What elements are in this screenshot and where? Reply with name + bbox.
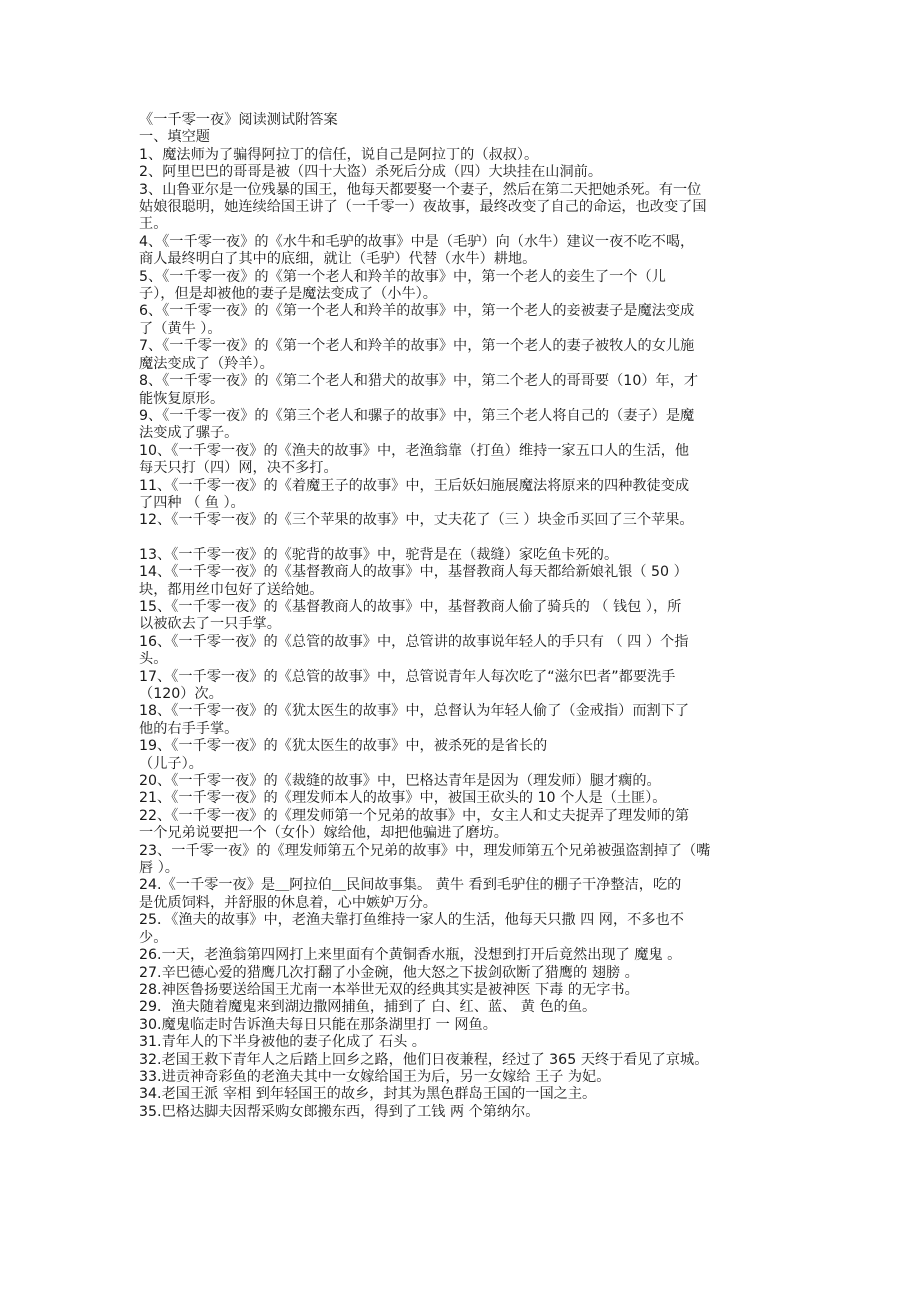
section-heading: 一、填空题 — [139, 129, 210, 146]
text-line: 33.进贡神奇彩鱼的老渔夫其中一女嫁给国王为后，另一女嫁给 王子 为妃。 — [139, 1068, 611, 1085]
text-line: （120）次。 — [139, 686, 223, 702]
text-line: 了四种 （ 鱼 ）。 — [139, 494, 245, 511]
blank-line — [139, 530, 784, 547]
text-line: （儿子）。 — [139, 755, 203, 772]
text-line: 26.一天，老渔翁第四网打上来里面有个黄铜香水瓶，没想到打开后竟然出现了 魔鬼 。 — [139, 947, 682, 964]
text-line: 头。 — [139, 651, 168, 668]
text-line: 3、山鲁亚尔是一位残暴的国王，他每天都要娶一个妻子，然后在第二天把她杀死。有一位 — [139, 181, 702, 198]
text-line: 22、《一千零一夜》的《理发师第一个兄弟的故事》中，女主人和丈夫捉弄了理发师的第 — [139, 807, 690, 824]
text-line: 25．《渔夫的故事》中，老渔夫靠打鱼维持一家人的生活，他每天只撒 四 网，不多也不 — [139, 912, 684, 929]
text-line: 一个兄弟说要把一个（女仆）嫁给他，却把他骗进了磨坊。 — [139, 825, 508, 842]
text-line: 10、《一千零一夜》的《渔夫的故事》中，老渔翁靠（打鱼）维持一家五口人的生活，他 — [139, 442, 690, 459]
document-title: 《一千零一夜》阅读测试附答案 — [139, 112, 338, 128]
text-line: 以被砍去了一只手掌。 — [139, 616, 281, 633]
text-line: 15、《一千零一夜》的《基督教商人的故事》中，基督教商人偷了骑兵的 （ 钱包 ），所 — [139, 598, 682, 615]
text-line: 24.《一千零一夜》是＿阿拉伯＿民间故事集。 黄牛 看到毛驴住的棚子干净整洁，吃的 — [139, 877, 682, 894]
text-line: 29．渔夫随着魔鬼来到湖边撒网捕鱼，捕到了 白、红、蓝、 黄 色的鱼。 — [139, 999, 597, 1016]
text-line: 8、《一千零一夜》的《第二个老人和猎犬的故事》中，第二个老人的哥哥要（10）年，才 — [139, 373, 699, 390]
text-line: 30.魔鬼临走时告诉渔夫每日只能在那条湖里打 一 网鱼。 — [139, 1016, 497, 1033]
text-line: 法变成了骡子。 — [139, 425, 239, 442]
text-line: 唇 ）。 — [139, 860, 179, 877]
text-line: 16、《一千零一夜》的《总管的故事》中，总管讲的故事说年轻人的手只有 （ 四 ）个指 — [139, 633, 689, 650]
text-line: 35.巴格达脚夫因帮采购女郎搬东西，得到了工钱 两 个第纳尔。 — [139, 1103, 540, 1120]
text-line: 23、一千零一夜》的《理发师第五个兄弟的故事》中，理发师第五个兄弟被强盗割掉了（嘴 — [139, 842, 711, 859]
text-line: 18、《一千零一夜》的《犹太医生的故事》中，总督认为年轻人偷了（金戒指）而割下了 — [139, 703, 690, 720]
text-line: 块，都用丝巾包好了送给她。 — [139, 581, 324, 598]
document-page — [139, 112, 784, 1121]
text-line: 了（黄牛 ）。 — [139, 320, 222, 337]
text-line: 21、《一千零一夜》的《理发师本人的故事》中，被国王砍头的 10 个人是（土匪）。 — [139, 790, 667, 807]
text-line: 5、《一千零一夜》的《第一个老人和羚羊的故事》中，第一个老人的妾生了一个（儿 — [139, 268, 666, 285]
text-line: 20、《一千零一夜》的《裁缝的故事》中，巴格达青年是因为（理发师）腿才瘸的。 — [139, 773, 661, 790]
text-line: 每天只打（四）网，决不多打。 — [139, 460, 338, 477]
text-line: 2、阿里巴巴的哥哥是被（四十大盗）杀死后分成（四）大块挂在山洞前。 — [139, 164, 603, 181]
text-line: 34.老国王派 宰相 到年轻国王的故乡，封其为黑色群岛王国的一国之主。 — [139, 1086, 597, 1103]
text-line: 1、魔法师为了骗得阿拉丁的信任，说自己是阿拉丁的（叔叔）。 — [139, 146, 539, 163]
text-line: 商人最终明白了其中的底细，就让（毛驴）代替（水牛）耕地。 — [139, 251, 537, 268]
text-line: 31.青年人的下半身被他的妻子化成了 石头 。 — [139, 1034, 426, 1051]
text-line: 能恢复原形。 — [139, 390, 225, 407]
text-line: 少。 — [139, 929, 168, 946]
question-list — [139, 147, 784, 1121]
text-line: 17、《一千零一夜》的《总管的故事》中，总管说青年人每次吃了“滋尔巴者”都要洗手 — [139, 668, 676, 685]
text-line: 11、《一千零一夜》的《着魔王子的故事》中，王后妖妇施展魔法将原来的四种教徒变成 — [139, 477, 690, 494]
text-line: 28.神医鲁扬要送给国王尤南一本举世无双的经典其实是被神医 下毒 的无字书。 — [139, 981, 639, 998]
text-line: 6、《一千零一夜》的《第一个老人和羚羊的故事》中，第一个老人的妾被妻子是魔法变成 — [139, 303, 695, 320]
text-line: 7、《一千零一夜》的《第一个老人和羚羊的故事》中，第一个老人的妻子被牧人的女儿施 — [139, 338, 695, 355]
text-line: 他的右手手掌。 — [139, 720, 239, 737]
text-line: 是优质饲料，并舒服的休息着，心中嫉妒万分。 — [139, 894, 437, 911]
text-line: 4、《一千零一夜》的《水牛和毛驴的故事》中是（毛驴）向（水牛）建议一夜不吃不喝， — [139, 233, 695, 250]
text-line: 27.辛巴德心爱的猎鹰几次打翻了小金碗，他大怒之下拔剑砍断了猎鹰的 翅膀 。 — [139, 964, 639, 981]
text-line: 12、《一千零一夜》的《三个苹果的故事》中，丈夫花了（三 ）块金币买回了三个苹果。 — [139, 512, 694, 529]
text-line: 13、《一千零一夜》的《驼背的故事》中，驼背是在（裁缝）家吃鱼卡死的。 — [139, 546, 619, 563]
text-line: 魔法变成了（羚羊）。 — [139, 355, 274, 372]
text-line: 子），但是却被他的妻子是魔法变成了（小牛）。 — [139, 286, 437, 303]
text-line: 9、《一千零一夜》的《第三个老人和骡子的故事》中，第三个老人将自己的（妻子）是魔 — [139, 407, 695, 424]
text-line: 14、《一千零一夜》的《基督教商人的故事》中，基督教商人每天都给新娘礼银（ 50 ） — [139, 564, 688, 581]
text-line: 32.老国王救下青年人之后踏上回乡之路，他们日夜兼程，经过了 365 天终于看见了京城。 — [139, 1051, 709, 1068]
text-line: 姑娘很聪明，她连续给国王讲了（一千零一）夜故事，最终改变了自己的命运，也改变了国 — [139, 199, 707, 216]
text-line: 王。 — [139, 216, 168, 233]
text-line: 19、《一千零一夜》的《犹太医生的故事》中，被杀死的是省长的 — [139, 738, 548, 755]
